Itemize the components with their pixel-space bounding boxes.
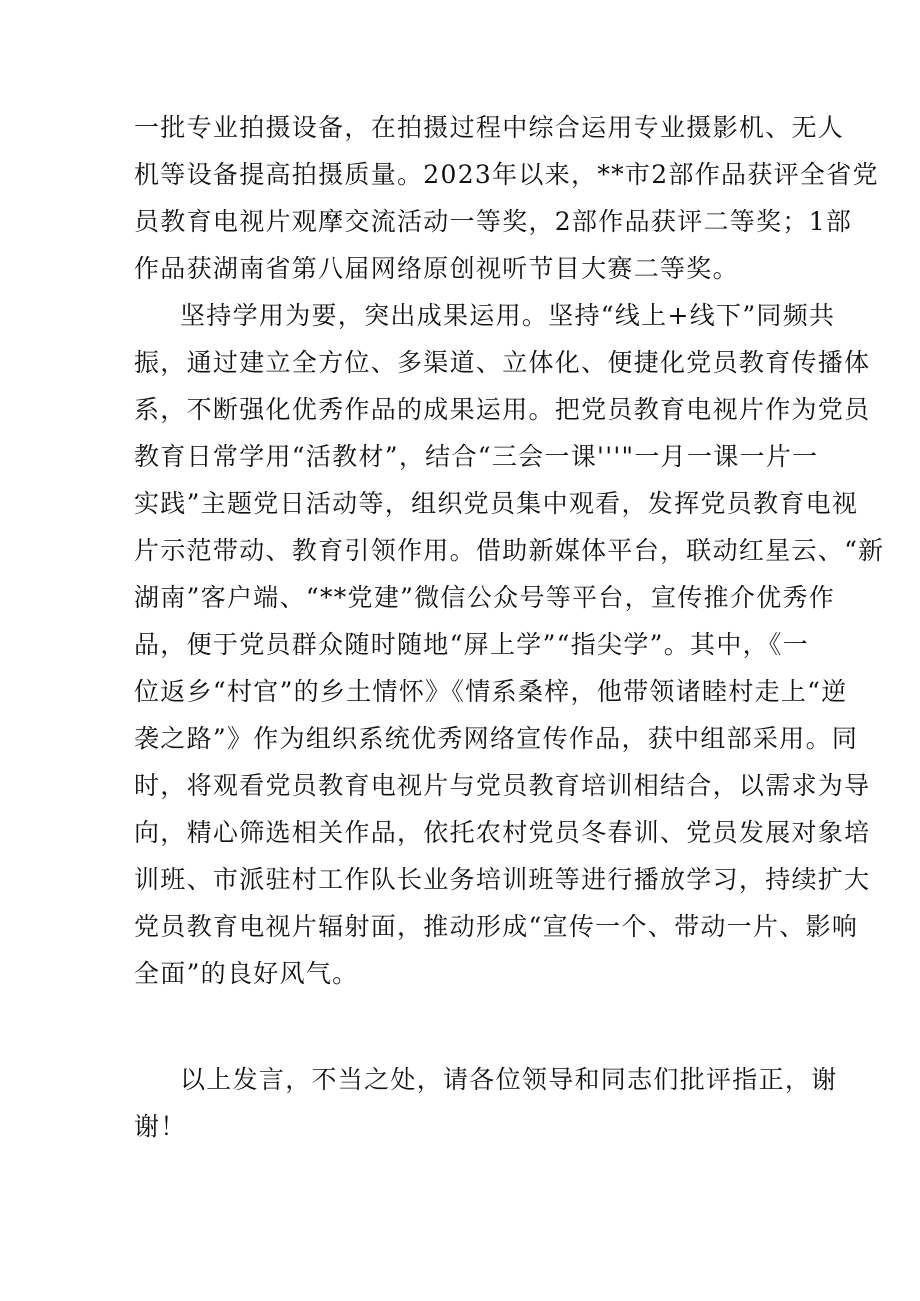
text-line: 振，通过建立全方位、多渠道、立体化、便捷化党员教育传播体 [134,348,871,377]
text-line: 以上发言，不当之处，请各位领导和同志们批评指正，谢 [180,1065,838,1094]
text-line: 员教育电视片观摩交流活动一等奖，2部作品获评二等奖；1部 [134,207,853,236]
text-line: 时，将观看党员教育电视片与党员教育培训相结合，以需求为导 [134,771,871,800]
text-line: 党员教育电视片辐射面，推动形成“宣传一个、带动一片、影响 [134,912,859,941]
text-line: 品，便于党员群众随时随地“屏上学”“指尖学”。其中，《一 [134,630,810,659]
text-line: 全面”的良好风气。 [134,959,359,988]
text-line: 实践”主题党日活动等，组织党员集中观看，发挥党员教育电视 [134,489,859,518]
text-line: 坚持学用为要，突出成果运用。坚持“线上+线下”同频共 [180,301,836,330]
text-line: 湖南”客户端、“**党建”微信公众号等平台，宣传推介优秀作 [134,583,836,612]
text-line: 一批专业拍摄设备，在拍摄过程中综合运用专业摄影机、无人 [134,113,845,142]
text-line: 机等设备提高拍摄质量。2023年以来，**市2部作品获评全省党 [134,160,879,189]
text-line: 袭之路”》作为组织系统优秀网络宣传作品，获中组部采用。同 [134,724,859,753]
text-line: 训班、市派驻村工作队长业务培训班等进行播放学习，持续扩大 [134,865,871,894]
text-line: 系，不断强化优秀作品的成果运用。把党员教育电视片作为党员 [134,395,871,424]
text-line: 位返乡“村官”的乡土情怀》《情系桑梓，他带领诸睦村走上“逆 [134,677,848,706]
text-line: 片示范带动、教育引领作用。借助新媒体平台，联动红星云、“新 [134,536,885,565]
text-line: 教育日常学用“活教材”，结合“三会一课'''"一月一课一片一 [134,442,819,471]
text-line: 谢！ [134,1112,187,1141]
text-line: 向，精心筛选相关作品，依托农村党员冬春训、党员发展对象培 [134,818,871,847]
text-line: 作品获湖南省第八届网络原创视听节目大赛二等奖。 [134,254,739,283]
